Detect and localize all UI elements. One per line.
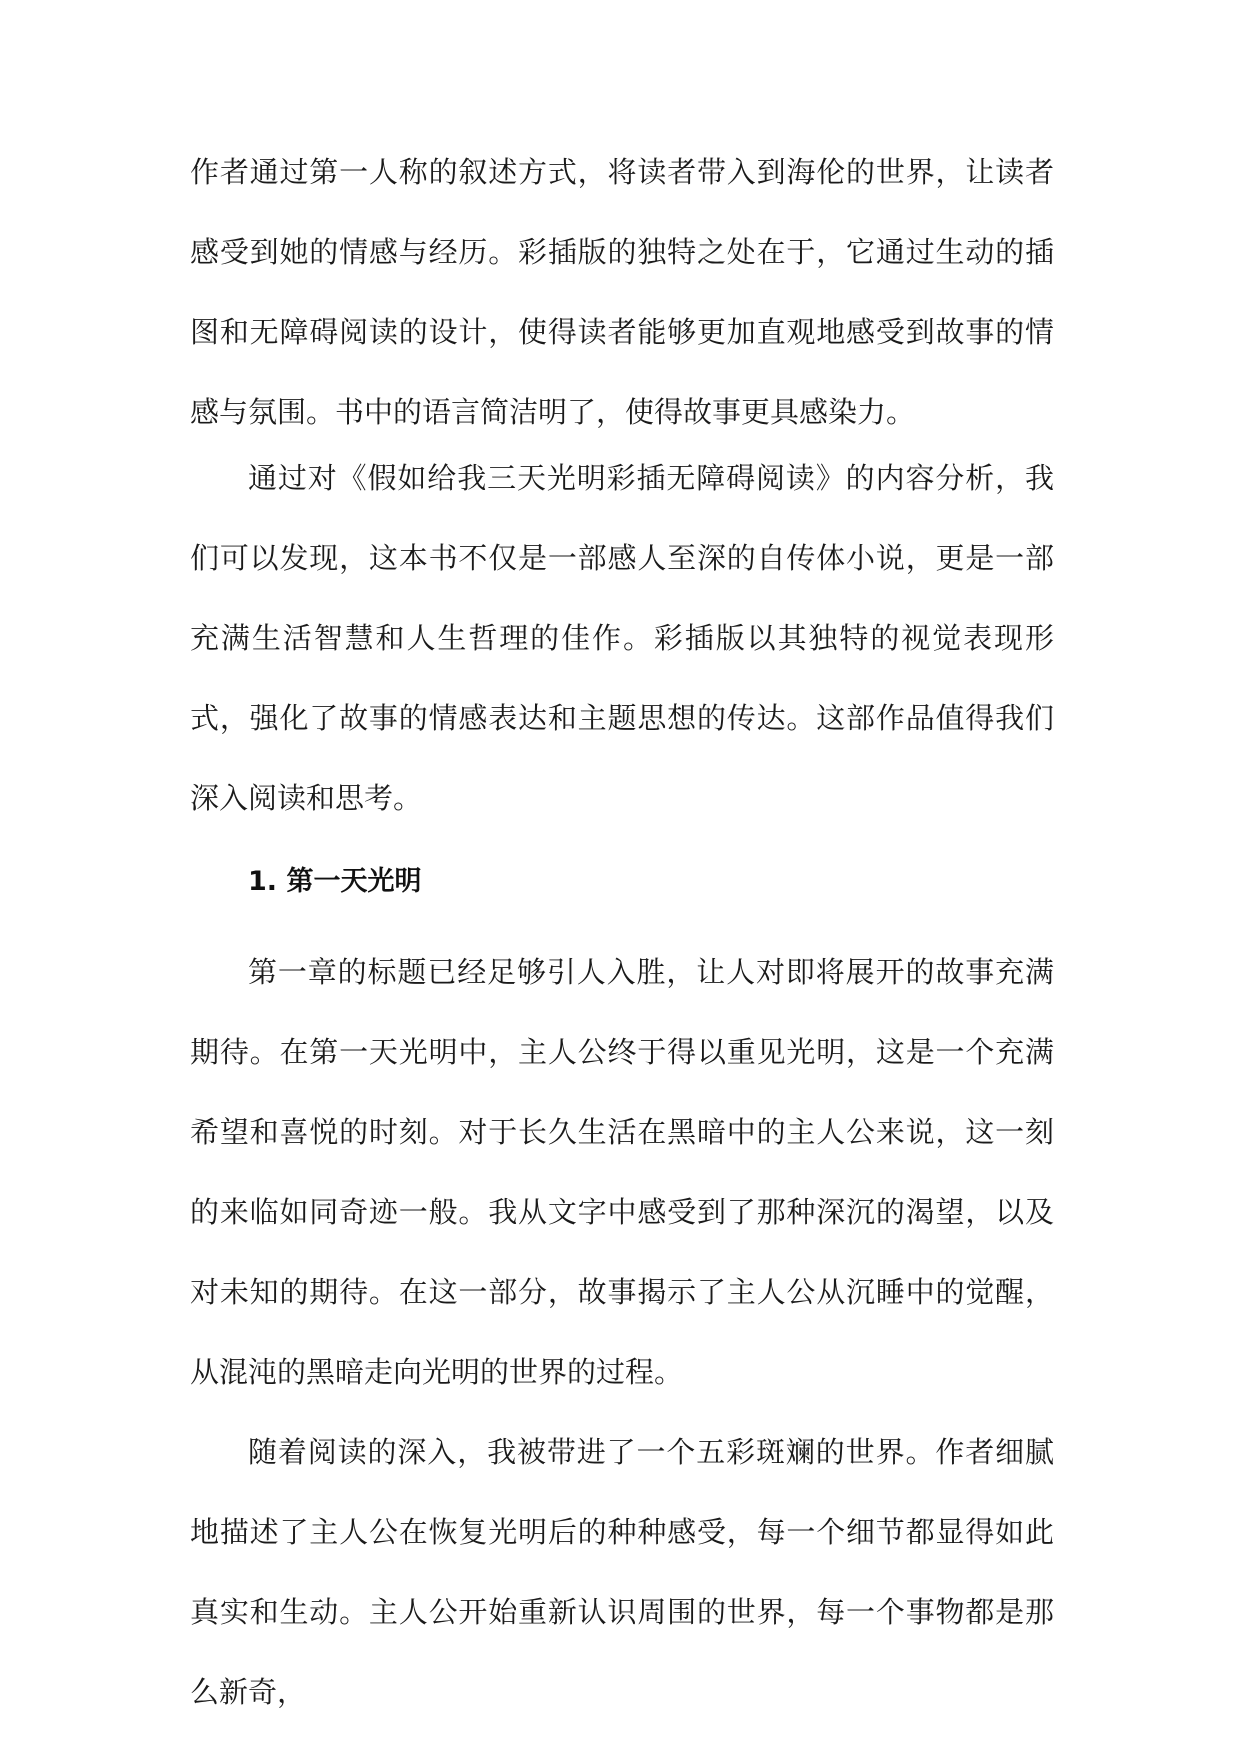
paragraph-4: 随着阅读的深入，我被带进了一个五彩斑斓的世界。作者细腻地描述了主人公在恢复光明后的种种感受，每一个细节都显得如此真实和生动。主人公开始重新认识周围的世界，每一个事物都是那么新奇， [190, 1435, 1054, 1709]
paragraph-2: 通过对《假如给我三天光明彩插无障碍阅读》的内容分析，我们可以发现，这本书不仅是一部感人至深的自传体小说，更是一部充满生活智慧和人生哲理的佳作。彩插版以其独特的视觉表现形式，强化了故事的情感表达和主题思想的传达。这部作品值得我们深入阅读和思考。 [190, 461, 1054, 815]
section-heading: 1. 第一天光明 [248, 866, 422, 897]
paragraph-1: 作者通过第一人称的叙述方式，将读者带入到海伦的世界，让读者感受到她的情感与经历。彩插版的独特之处在于，它通过生动的插图和无障碍阅读的设计，使得读者能够更加直观地感受到故事的情感与氛围。书中的语言简洁明了，使得故事更具感染力。 [190, 155, 1054, 429]
paragraph-3: 第一章的标题已经足够引人入胜，让人对即将展开的故事充满期待。在第一天光明中，主人公终于得以重见光明，这是一个充满希望和喜悦的时刻。对于长久生活在黑暗中的主人公来说，这一刻的来临如同奇迹一般。我从文字中感受到了那种深沉的渴望，以及对未知的期待。在这一部分，故事揭示了主人公从沉睡中的觉醒，从混沌的黑暗走向光明的世界的过程。 [190, 955, 1054, 1389]
